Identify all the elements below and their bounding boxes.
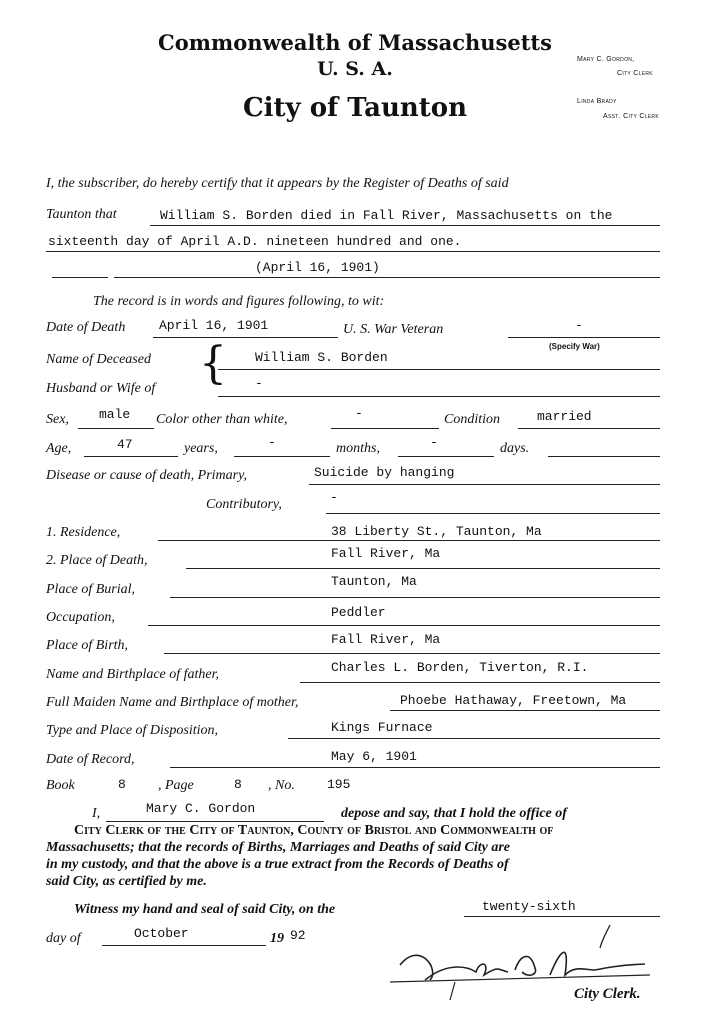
certify-line-1: I, the subscriber, do hereby certify that it appears by the Register of Deaths of said [46,176,509,191]
witness-month-value: October [134,926,189,941]
name-of-deceased-value: William S. Borden [255,350,388,365]
date-of-death-value: April 16, 1901 [159,318,269,333]
date-of-death-label: Date of Death [46,320,126,335]
brace-icon: { [199,338,227,389]
father-value: Charles L. Borden, Tiverton, R.I. [331,660,589,675]
disposition-value: Kings Furnace [331,720,433,735]
years-label: years, [184,441,218,456]
depose-line-3: Massachusetts; that the records of Births, Marriages and Deaths of said City are [46,840,510,855]
specify-war-note: (Specify War) [549,342,600,351]
sex-label: Sex, [46,412,69,427]
depose-line-2: City Clerk of the City of Taunton, County of Bristol and Commonwealth of [74,823,554,838]
mother-value: Phoebe Hathaway, Freetown, Ma [400,693,627,708]
date-of-record-value: May 6, 1901 [331,749,417,764]
residence-label: 1. Residence, [46,525,121,540]
birth-label: Place of Birth, [46,638,129,653]
page-label: , Page [158,778,194,793]
certify-date: (April 16, 1901) [255,260,380,275]
place-of-death-label: 2. Place of Death, [46,553,148,568]
certify-taunton-label: Taunton that [46,207,117,222]
clerk-title: City Clerk [617,70,653,77]
burial-value: Taunton, Ma [331,574,417,589]
occupation-value: Peddler [331,605,386,620]
asst-clerk-title: Asst. City Clerk [603,113,659,120]
clerk-name: Mary C. Gordon, [577,56,635,63]
occupation-label: Occupation, [46,610,115,625]
place-of-death-value: Fall River, Ma [331,546,441,561]
witness-label: Witness my hand and seal of said City, on the [74,902,336,917]
color-value: - [355,406,363,421]
color-label: Color other than white, [156,412,288,427]
veteran-value: - [575,318,583,333]
header-usa: U. S. A. [317,58,393,80]
disposition-label: Type and Place of Disposition, [46,723,218,738]
certify-date-words: sixteenth day of April A.D. nineteen hundred and one. [48,234,462,249]
veteran-label: U. S. War Veteran [343,322,444,337]
birth-value: Fall River, Ma [331,632,441,647]
header-city: City of Taunton [242,93,468,123]
depose-line-4: in my custody, and that the above is a true extract from the Records of Deaths of [46,857,509,872]
year-prefix: 19 [270,931,284,946]
spouse-value: - [255,376,263,391]
header-commonwealth: Commonwealth of Massachusetts [158,30,552,55]
age-years-value: 47 [117,437,133,452]
book-value: 8 [118,777,126,792]
depose-line-5: said City, as certified by me. [46,874,207,889]
age-label: Age, [46,441,72,456]
witness-day-value: twenty-sixth [482,899,576,914]
depose-line-1: depose and say, that I hold the office of [341,806,567,821]
mother-label: Full Maiden Name and Birthplace of mother, [46,695,299,710]
asst-clerk-name: Linda Brady [577,98,617,105]
disease-value: Suicide by hanging [314,465,455,480]
condition-value: married [537,409,592,424]
no-label: , No. [268,778,295,793]
days-label: days. [500,441,530,456]
book-label: Book [46,778,75,793]
certify-statement: William S. Borden died in Fall River, Massachusetts on the [160,208,613,223]
city-clerk-label: City Clerk. [574,986,641,1002]
depose-i-label: I, [92,806,101,821]
residence-value: 38 Liberty St., Taunton, Ma [331,524,542,539]
contributory-label: Contributory, [206,497,282,512]
record-intro: The record is in words and figures following, to wit: [93,294,385,309]
disease-label: Disease or cause of death, Primary, [46,468,248,483]
contributory-value: - [330,490,338,505]
sex-value: male [99,407,131,422]
condition-label: Condition [444,412,501,427]
no-value: 195 [327,777,351,792]
months-label: months, [336,441,380,456]
burial-label: Place of Burial, [46,582,136,597]
father-label: Name and Birthplace of father, [46,667,220,682]
date-of-record-label: Date of Record, [46,752,135,767]
name-of-deceased-label: Name of Deceased [46,352,151,367]
page-value: 8 [234,777,242,792]
spouse-label: Husband or Wife of [46,381,156,396]
depose-clerk-value: Mary C. Gordon [146,801,256,816]
year-suffix: 92 [290,928,306,943]
day-of-label: day of [46,931,81,946]
age-days-value: - [430,435,438,450]
age-months-value: - [268,435,276,450]
